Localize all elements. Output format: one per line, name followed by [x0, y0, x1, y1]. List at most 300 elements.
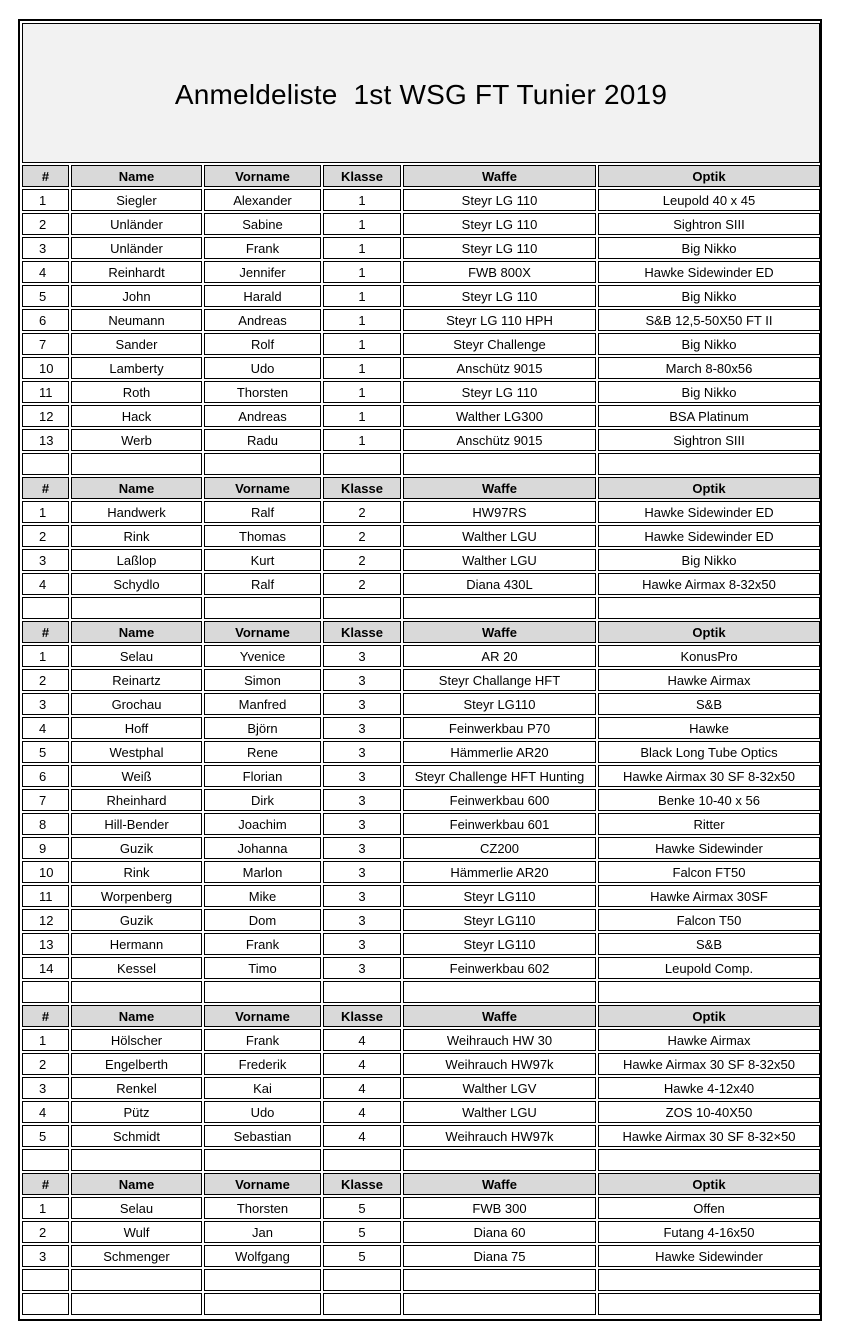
cell-number: 4	[22, 717, 69, 739]
cell-name: Engelberth	[71, 1053, 202, 1075]
cell-name: Guzik	[71, 837, 202, 859]
cell-number: 13	[22, 429, 69, 451]
cell-optik: Hawke Airmax 30 SF 8-32x50	[598, 1053, 820, 1075]
cell-name: Pütz	[71, 1101, 202, 1123]
table-row	[22, 645, 820, 667]
header-row	[22, 477, 820, 499]
cell-number: 1	[22, 1029, 69, 1051]
table-row	[22, 1221, 820, 1243]
cell-name: Renkel	[71, 1077, 202, 1099]
cell-klasse: 1	[323, 333, 401, 355]
column-header-klasse: Klasse	[323, 165, 401, 187]
table-row	[22, 861, 820, 883]
cell-number: 1	[22, 501, 69, 523]
cell-vorname: Mike	[204, 885, 321, 907]
cell-name: Reinhardt	[71, 261, 202, 283]
cell-waffe: Diana 430L	[403, 573, 596, 595]
cell-waffe: Feinwerkbau 600	[403, 789, 596, 811]
cell-waffe: Walther LGU	[403, 549, 596, 571]
cell-number: 9	[22, 837, 69, 859]
table-row	[22, 957, 820, 979]
cell-number: 6	[22, 309, 69, 331]
cell-number: 7	[22, 789, 69, 811]
cell-vorname: Rene	[204, 741, 321, 763]
cell-klasse: 1	[323, 261, 401, 283]
registration-table	[22, 165, 820, 1317]
cell-number: 1	[22, 1197, 69, 1219]
column-header-optik: Optik	[598, 621, 820, 643]
cell-name: Siegler	[71, 189, 202, 211]
cell-waffe: Steyr LG 110	[403, 237, 596, 259]
cell-klasse: 3	[323, 645, 401, 667]
cell-empty	[71, 453, 202, 475]
cell-optik: Hawke Airmax 30SF	[598, 885, 820, 907]
cell-empty	[71, 597, 202, 619]
cell-klasse: 3	[323, 837, 401, 859]
cell-number: 1	[22, 645, 69, 667]
blank-row	[22, 1293, 820, 1315]
cell-empty	[403, 1149, 596, 1171]
table-row	[22, 789, 820, 811]
cell-klasse: 3	[323, 693, 401, 715]
table-row	[22, 309, 820, 331]
column-header-number: #	[22, 1173, 69, 1195]
cell-waffe: Feinwerkbau P70	[403, 717, 596, 739]
page-title: Anmeldeliste 1st WSG FT Tunier 2019	[174, 79, 668, 110]
cell-empty	[22, 597, 69, 619]
cell-waffe: Feinwerkbau 601	[403, 813, 596, 835]
cell-waffe: Steyr LG110	[403, 693, 596, 715]
table-row	[22, 1029, 820, 1051]
cell-vorname: Joachim	[204, 813, 321, 835]
cell-empty	[323, 1149, 401, 1171]
column-header-waffe: Waffe	[403, 165, 596, 187]
cell-name: Rink	[71, 861, 202, 883]
cell-klasse: 1	[323, 213, 401, 235]
cell-empty	[204, 1293, 321, 1315]
table-row	[22, 1101, 820, 1123]
column-header-waffe: Waffe	[403, 1173, 596, 1195]
column-header-waffe: Waffe	[403, 477, 596, 499]
cell-number: 2	[22, 525, 69, 547]
cell-name: Selau	[71, 1197, 202, 1219]
header-row	[22, 621, 820, 643]
cell-optik: Big Nikko	[598, 285, 820, 307]
cell-waffe: Diana 75	[403, 1245, 596, 1267]
table-row	[22, 573, 820, 595]
cell-vorname: Frank	[204, 237, 321, 259]
cell-number: 13	[22, 933, 69, 955]
cell-optik: Leupold 40 x 45	[598, 189, 820, 211]
column-header-number: #	[22, 165, 69, 187]
cell-klasse: 3	[323, 909, 401, 931]
cell-empty	[403, 981, 596, 1003]
cell-waffe: Steyr LG110	[403, 909, 596, 931]
cell-vorname: Florian	[204, 765, 321, 787]
cell-number: 3	[22, 693, 69, 715]
cell-vorname: Kai	[204, 1077, 321, 1099]
cell-vorname: Simon	[204, 669, 321, 691]
cell-empty	[204, 1269, 321, 1291]
cell-klasse: 1	[323, 237, 401, 259]
cell-waffe: Hämmerlie AR20	[403, 741, 596, 763]
table-row	[22, 501, 820, 523]
cell-number: 10	[22, 861, 69, 883]
header-row	[22, 1173, 820, 1195]
cell-name: Rink	[71, 525, 202, 547]
cell-klasse: 3	[323, 765, 401, 787]
cell-number: 2	[22, 1053, 69, 1075]
cell-name: Grochau	[71, 693, 202, 715]
cell-klasse: 1	[323, 189, 401, 211]
cell-vorname: Yvenice	[204, 645, 321, 667]
cell-vorname: Udo	[204, 1101, 321, 1123]
cell-optik: Sightron SIII	[598, 429, 820, 451]
cell-number: 6	[22, 765, 69, 787]
cell-klasse: 3	[323, 813, 401, 835]
cell-vorname: Udo	[204, 357, 321, 379]
table-row	[22, 765, 820, 787]
cell-name: Schydlo	[71, 573, 202, 595]
cell-vorname: Dom	[204, 909, 321, 931]
cell-number: 3	[22, 237, 69, 259]
cell-number: 12	[22, 405, 69, 427]
column-header-klasse: Klasse	[323, 621, 401, 643]
cell-number: 14	[22, 957, 69, 979]
cell-waffe: Steyr LG 110 HPH	[403, 309, 596, 331]
cell-optik: Hawke Sidewinder ED	[598, 525, 820, 547]
cell-empty	[598, 453, 820, 475]
cell-klasse: 1	[323, 405, 401, 427]
cell-number: 3	[22, 1245, 69, 1267]
cell-klasse: 1	[323, 381, 401, 403]
cell-vorname: Thorsten	[204, 381, 321, 403]
table-row	[22, 1245, 820, 1267]
cell-klasse: 4	[323, 1029, 401, 1051]
cell-optik: March 8-80x56	[598, 357, 820, 379]
cell-name: Neumann	[71, 309, 202, 331]
cell-name: Guzik	[71, 909, 202, 931]
cell-number: 10	[22, 357, 69, 379]
cell-vorname: Timo	[204, 957, 321, 979]
cell-waffe: Weihrauch HW 30	[403, 1029, 596, 1051]
table-row	[22, 1053, 820, 1075]
table-row	[22, 909, 820, 931]
cell-waffe: Steyr LG110	[403, 933, 596, 955]
cell-waffe: Anschütz 9015	[403, 357, 596, 379]
cell-empty	[403, 597, 596, 619]
column-header-number: #	[22, 477, 69, 499]
cell-empty	[323, 1293, 401, 1315]
cell-empty	[598, 1149, 820, 1171]
cell-empty	[204, 453, 321, 475]
cell-name: Hoff	[71, 717, 202, 739]
cell-klasse: 1	[323, 285, 401, 307]
cell-optik: KonusPro	[598, 645, 820, 667]
cell-empty	[204, 1149, 321, 1171]
cell-optik: Futang 4-16x50	[598, 1221, 820, 1243]
column-header-klasse: Klasse	[323, 1005, 401, 1027]
cell-klasse: 4	[323, 1077, 401, 1099]
cell-number: 4	[22, 573, 69, 595]
cell-empty	[71, 1149, 202, 1171]
cell-empty	[22, 981, 69, 1003]
cell-klasse: 2	[323, 501, 401, 523]
cell-name: Kessel	[71, 957, 202, 979]
cell-vorname: Rolf	[204, 333, 321, 355]
table-row	[22, 525, 820, 547]
cell-number: 5	[22, 285, 69, 307]
cell-name: Schmenger	[71, 1245, 202, 1267]
cell-waffe: Steyr LG110	[403, 885, 596, 907]
cell-waffe: Walther LG300	[403, 405, 596, 427]
table-row	[22, 717, 820, 739]
table-row	[22, 189, 820, 211]
cell-empty	[598, 597, 820, 619]
table-row	[22, 549, 820, 571]
cell-empty	[71, 1293, 202, 1315]
cell-waffe: Feinwerkbau 602	[403, 957, 596, 979]
cell-optik: Hawke Airmax	[598, 1029, 820, 1051]
column-header-name: Name	[71, 621, 202, 643]
cell-empty	[598, 1293, 820, 1315]
column-header-waffe: Waffe	[403, 1005, 596, 1027]
cell-number: 8	[22, 813, 69, 835]
cell-klasse: 1	[323, 429, 401, 451]
cell-waffe: Hämmerlie AR20	[403, 861, 596, 883]
cell-optik: BSA Platinum	[598, 405, 820, 427]
cell-vorname: Alexander	[204, 189, 321, 211]
column-header-klasse: Klasse	[323, 477, 401, 499]
cell-empty	[403, 1293, 596, 1315]
cell-waffe: Walther LGU	[403, 1101, 596, 1123]
cell-klasse: 2	[323, 573, 401, 595]
cell-optik: Offen	[598, 1197, 820, 1219]
cell-optik: Benke 10-40 x 56	[598, 789, 820, 811]
cell-waffe: Steyr LG 110	[403, 189, 596, 211]
cell-klasse: 3	[323, 933, 401, 955]
table-row	[22, 285, 820, 307]
column-header-name: Name	[71, 1005, 202, 1027]
cell-vorname: Andreas	[204, 309, 321, 331]
cell-optik: Hawke	[598, 717, 820, 739]
cell-klasse: 3	[323, 789, 401, 811]
cell-optik: Black Long Tube Optics	[598, 741, 820, 763]
cell-name: Weiß	[71, 765, 202, 787]
header-row	[22, 1005, 820, 1027]
cell-waffe: Steyr Challenge	[403, 333, 596, 355]
cell-name: Rheinhard	[71, 789, 202, 811]
cell-name: Roth	[71, 381, 202, 403]
cell-optik: Hawke Airmax 30 SF 8-32×50	[598, 1125, 820, 1147]
cell-waffe: HW97RS	[403, 501, 596, 523]
cell-empty	[204, 597, 321, 619]
cell-empty	[598, 981, 820, 1003]
cell-optik: S&B	[598, 693, 820, 715]
cell-number: 5	[22, 1125, 69, 1147]
cell-optik: Big Nikko	[598, 237, 820, 259]
cell-number: 2	[22, 1221, 69, 1243]
cell-vorname: Frank	[204, 933, 321, 955]
cell-optik: Hawke Sidewinder	[598, 1245, 820, 1267]
cell-klasse: 3	[323, 669, 401, 691]
cell-empty	[323, 597, 401, 619]
cell-waffe: Walther LGV	[403, 1077, 596, 1099]
cell-vorname: Thorsten	[204, 1197, 321, 1219]
title-banner	[22, 23, 820, 163]
column-header-vorname: Vorname	[204, 621, 321, 643]
cell-name: Lamberty	[71, 357, 202, 379]
column-header-optik: Optik	[598, 1173, 820, 1195]
table-row	[22, 1125, 820, 1147]
column-header-number: #	[22, 621, 69, 643]
cell-name: Hack	[71, 405, 202, 427]
header-row	[22, 165, 820, 187]
cell-waffe: Steyr LG 110	[403, 285, 596, 307]
cell-vorname: Andreas	[204, 405, 321, 427]
cell-klasse: 1	[323, 357, 401, 379]
cell-waffe: Walther LGU	[403, 525, 596, 547]
cell-number: 3	[22, 1077, 69, 1099]
cell-klasse: 2	[323, 549, 401, 571]
table-row	[22, 333, 820, 355]
cell-vorname: Kurt	[204, 549, 321, 571]
cell-klasse: 3	[323, 885, 401, 907]
column-header-name: Name	[71, 477, 202, 499]
cell-name: Wulf	[71, 1221, 202, 1243]
column-header-klasse: Klasse	[323, 1173, 401, 1195]
cell-vorname: Ralf	[204, 501, 321, 523]
cell-klasse: 1	[323, 309, 401, 331]
cell-optik: Hawke Sidewinder ED	[598, 501, 820, 523]
column-header-optik: Optik	[598, 477, 820, 499]
cell-number: 2	[22, 213, 69, 235]
cell-vorname: Manfred	[204, 693, 321, 715]
column-header-optik: Optik	[598, 1005, 820, 1027]
cell-vorname: Sabine	[204, 213, 321, 235]
blank-row	[22, 981, 820, 1003]
cell-vorname: Björn	[204, 717, 321, 739]
cell-vorname: Frank	[204, 1029, 321, 1051]
table-row	[22, 693, 820, 715]
cell-optik: Falcon T50	[598, 909, 820, 931]
cell-waffe: Weihrauch HW97k	[403, 1125, 596, 1147]
column-header-name: Name	[71, 1173, 202, 1195]
cell-number: 3	[22, 549, 69, 571]
cell-klasse: 2	[323, 525, 401, 547]
table-row	[22, 381, 820, 403]
cell-empty	[22, 1269, 69, 1291]
cell-optik: Hawke Airmax	[598, 669, 820, 691]
cell-waffe: Steyr LG 110	[403, 213, 596, 235]
table-row	[22, 669, 820, 691]
table-row	[22, 885, 820, 907]
cell-klasse: 3	[323, 717, 401, 739]
blank-row	[22, 1149, 820, 1171]
cell-number: 7	[22, 333, 69, 355]
table-row	[22, 741, 820, 763]
cell-empty	[71, 1269, 202, 1291]
cell-vorname: Johanna	[204, 837, 321, 859]
cell-waffe: CZ200	[403, 837, 596, 859]
cell-waffe: Diana 60	[403, 1221, 596, 1243]
cell-number: 4	[22, 1101, 69, 1123]
blank-row	[22, 1269, 820, 1291]
cell-optik: Hawke 4-12x40	[598, 1077, 820, 1099]
cell-vorname: Jan	[204, 1221, 321, 1243]
cell-waffe: AR 20	[403, 645, 596, 667]
cell-name: Westphal	[71, 741, 202, 763]
cell-waffe: FWB 300	[403, 1197, 596, 1219]
cell-klasse: 5	[323, 1221, 401, 1243]
cell-vorname: Ralf	[204, 573, 321, 595]
cell-empty	[22, 1149, 69, 1171]
cell-optik: ZOS 10-40X50	[598, 1101, 820, 1123]
cell-vorname: Sebastian	[204, 1125, 321, 1147]
cell-klasse: 3	[323, 861, 401, 883]
cell-empty	[598, 1269, 820, 1291]
cell-vorname: Thomas	[204, 525, 321, 547]
cell-number: 2	[22, 669, 69, 691]
table-row	[22, 213, 820, 235]
cell-number: 4	[22, 261, 69, 283]
cell-number: 5	[22, 741, 69, 763]
cell-optik: Sightron SIII	[598, 213, 820, 235]
cell-number: 1	[22, 189, 69, 211]
cell-klasse: 5	[323, 1245, 401, 1267]
cell-optik: Hawke Airmax 30 SF 8-32x50	[598, 765, 820, 787]
cell-waffe: Anschütz 9015	[403, 429, 596, 451]
table-row	[22, 933, 820, 955]
table-row	[22, 813, 820, 835]
table-row	[22, 357, 820, 379]
table-row	[22, 1077, 820, 1099]
cell-vorname: Radu	[204, 429, 321, 451]
cell-name: Handwerk	[71, 501, 202, 523]
cell-empty	[403, 453, 596, 475]
cell-name: Unländer	[71, 237, 202, 259]
cell-optik: Hawke Sidewinder ED	[598, 261, 820, 283]
cell-vorname: Frederik	[204, 1053, 321, 1075]
cell-waffe: FWB 800X	[403, 261, 596, 283]
cell-number: 12	[22, 909, 69, 931]
cell-optik: Big Nikko	[598, 333, 820, 355]
cell-klasse: 3	[323, 957, 401, 979]
cell-empty	[71, 981, 202, 1003]
cell-klasse: 3	[323, 741, 401, 763]
cell-name: Worpenberg	[71, 885, 202, 907]
cell-waffe: Steyr Challenge HFT Hunting	[403, 765, 596, 787]
cell-empty	[323, 981, 401, 1003]
cell-vorname: Dirk	[204, 789, 321, 811]
cell-name: Hill-Bender	[71, 813, 202, 835]
cell-optik: Big Nikko	[598, 549, 820, 571]
cell-vorname: Marlon	[204, 861, 321, 883]
column-header-name: Name	[71, 165, 202, 187]
column-header-vorname: Vorname	[204, 165, 321, 187]
cell-name: Laßlop	[71, 549, 202, 571]
blank-row	[22, 597, 820, 619]
table-row	[22, 261, 820, 283]
table-row	[22, 429, 820, 451]
table-row	[22, 1197, 820, 1219]
column-header-number: #	[22, 1005, 69, 1027]
cell-klasse: 4	[323, 1053, 401, 1075]
cell-empty	[323, 1269, 401, 1291]
table-row	[22, 837, 820, 859]
cell-empty	[22, 1293, 69, 1315]
cell-optik: Falcon FT50	[598, 861, 820, 883]
